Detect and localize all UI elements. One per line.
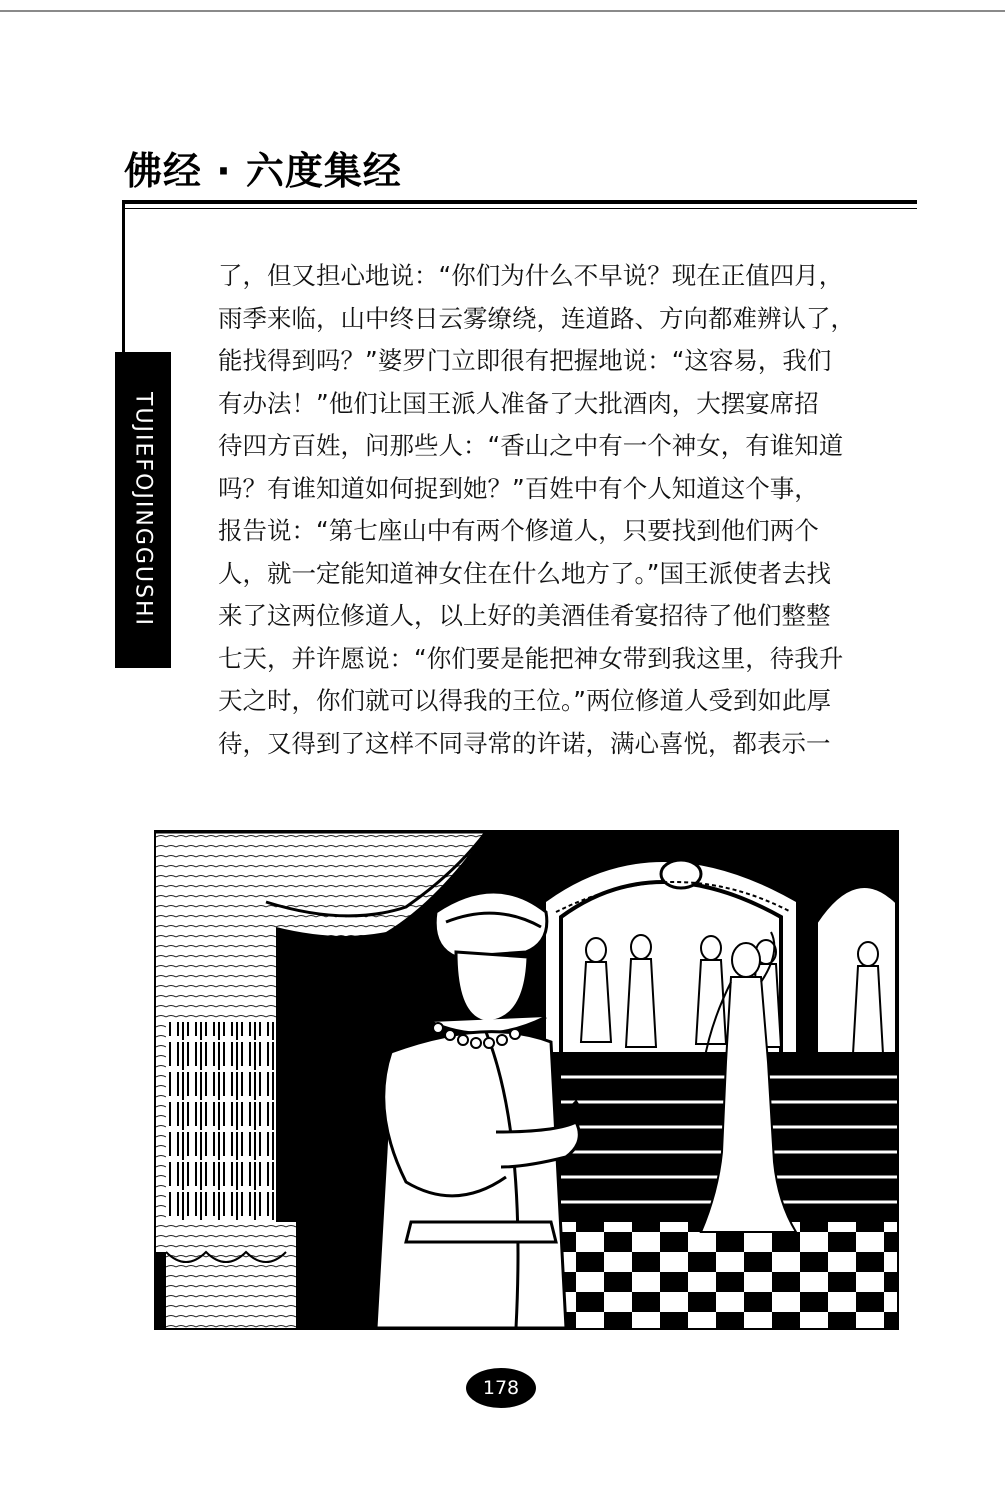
body-text [218,255,918,765]
scan-edge-line [0,10,1005,12]
text-line: 天之时，你们就可以得我的王位。”两位修道人受到如此厚 [218,686,831,715]
header-rule-vertical [122,200,125,360]
page-number: 178 [466,1368,536,1408]
header-rule-thin [122,208,917,209]
palace-illustration [154,830,899,1330]
text-line: 了，但又担心地说：“你们为什么不早说？现在正值四月， [218,261,844,290]
text-line: 有办法！”他们让国王派人准备了大批酒肉，大摆宴席招 [218,388,819,418]
book-title: 佛经 · 六度集经 [124,149,402,193]
text-line: 人，就一定能知道神女住在什么地方了。”国王派使者去找 [218,558,831,588]
text-line: 报告说：“第七座山中有两个修道人，只要找到他们两个 [218,516,819,545]
text-line: 待四方百姓，问那些人：“香山之中有一个神女，有谁知道 [218,431,844,460]
side-tab-label: TUJIEFOJINGGUSHI [130,392,156,628]
text-line: 七天，并许愿说：“你们要是能把神女带到我这里，待我升 [218,643,844,673]
checker-floor [556,1222,897,1328]
text-line: 吗？有谁知道如何捉到她？”百姓中有个人知道这个事， [218,473,819,503]
header-rule-thick [122,200,917,204]
side-tab [115,352,171,668]
text-line: 雨季来临，山中终日云雾缭绕，连道路、方向都难辨认了， [218,303,855,333]
text-line: 待，又得到了这样不同寻常的许诺，满心喜悦，都表示一 [218,728,831,758]
text-line: 能找得到吗？”婆罗门立即很有把握地说：“这容易，我们 [218,346,832,375]
text-line: 来了这两位修道人，以上好的美酒佳肴宴招待了他们整整 [218,601,831,630]
